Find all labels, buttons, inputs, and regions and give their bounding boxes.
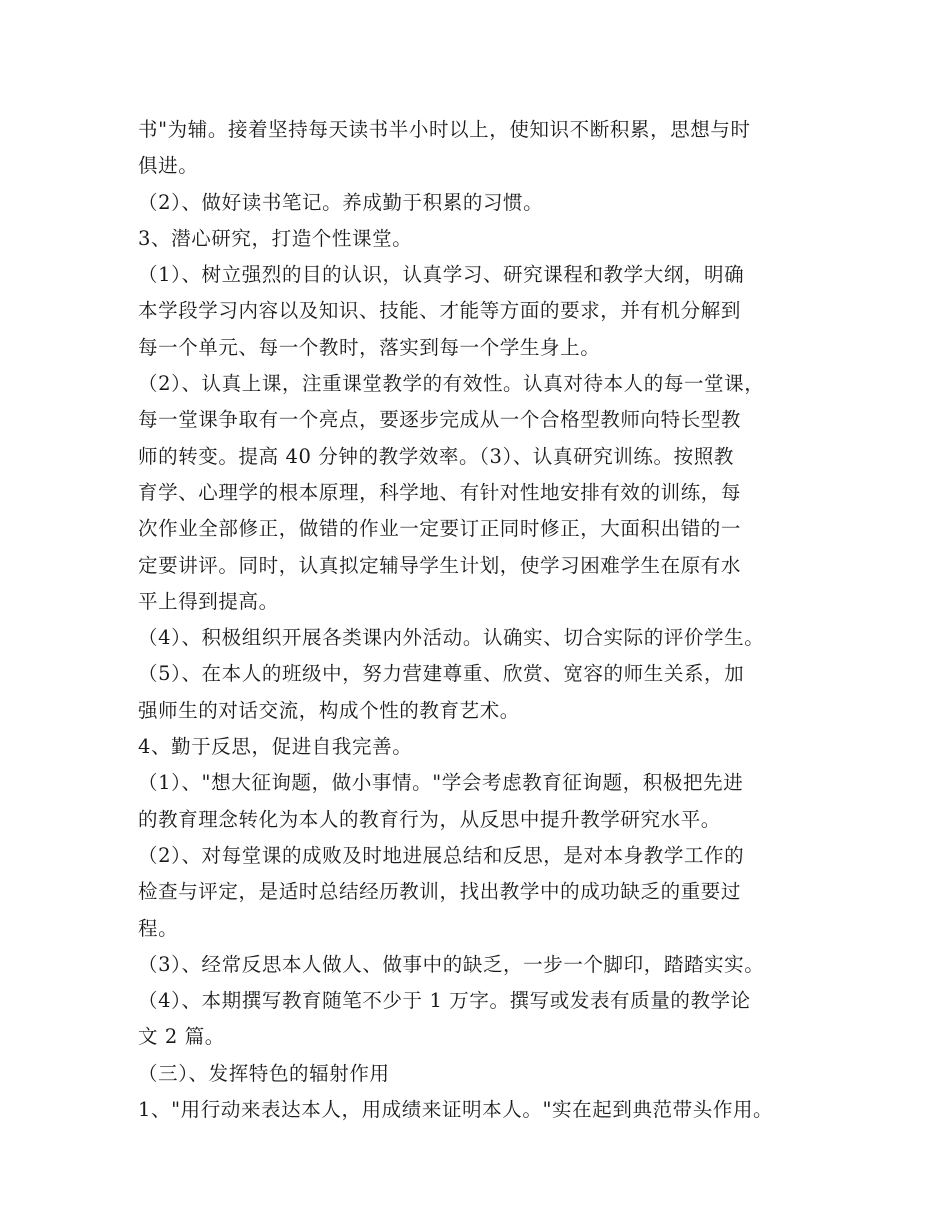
text-line: 的教育理念转化为本人的教育行为，从反思中提升教学研究水平。 bbox=[138, 807, 721, 831]
text-line: （5）、在本人的班级中，努力营建尊重、欣赏、宽容的师生关系，加 bbox=[138, 662, 745, 686]
text-line: 1、"用行动来表达本人，用成绩来证明本人。"实在起到典范带头作用。 bbox=[138, 1098, 774, 1122]
text-line: 强师生的对话交流，构成个性的教育艺术。 bbox=[138, 698, 520, 722]
text-line: 师的转变。提高 40 分钟的教学效率。（3）、认真研究训练。按照教 bbox=[138, 444, 734, 468]
text-line: 文 2 篇。 bbox=[138, 1025, 225, 1049]
text-line: 平上得到提高。 bbox=[138, 589, 279, 613]
text-line: （4）、本期撰写教育随笔不少于 1 万字。撰写或发表有质量的教学论 bbox=[138, 989, 751, 1013]
text-line: 本学段学习内容以及知识、技能、才能等方面的要求，并有机分解到 bbox=[138, 299, 742, 323]
text-line: （2）、做好读书笔记。养成勤于积累的习惯。 bbox=[138, 190, 544, 214]
text-line: （2）、认真上课，注重课堂教学的有效性。认真对待本人的每一堂课， bbox=[138, 372, 765, 396]
text-line: （1）、"想大征询题，做小事情。"学会考虑教育征询题，积极把先进 bbox=[138, 771, 744, 795]
text-line: 书"为辅。接着坚持每天读书半小时以上，使知识不断积累，思想与时 bbox=[138, 118, 751, 141]
text-line: 俱进。 bbox=[138, 154, 199, 178]
section-heading: 3、潜心研究，打造个性课堂。 bbox=[138, 226, 413, 250]
text-line: （4）、积极组织开展各类课内外活动。认确实、切合实际的评价学生。 bbox=[138, 626, 765, 650]
text-line: 次作业全部修正，做错的作业一定要订正同时修正，大面积出错的一 bbox=[138, 517, 742, 541]
text-line: 程。 bbox=[138, 916, 179, 940]
text-line: （2）、对每堂课的成败及时地进展总结和反思，是对本身教学工作的 bbox=[138, 843, 745, 867]
text-line: 育学、心理学的根本原理，科学地、有针对性地安排有效的训练，每 bbox=[138, 480, 742, 504]
text-line: 每一个单元、每一个教时，落实到每一个学生身上。 bbox=[138, 335, 601, 359]
document-body bbox=[138, 112, 818, 1128]
section-heading: 4、勤于反思，促进自我完善。 bbox=[138, 735, 413, 759]
section-heading: （三）、发挥特色的辐射作用 bbox=[138, 1061, 390, 1085]
text-line: （1）、树立强烈的目的认识，认真学习、研究课程和教学大纲，明确 bbox=[138, 263, 745, 287]
text-line: 检查与评定，是适时总结经历教训，找出教学中的成功缺乏的重要过 bbox=[138, 880, 742, 904]
text-line: （3）、经常反思本人做人、做事中的缺乏，一步一个脚印，踏踏实实。 bbox=[138, 952, 765, 976]
text-line: 定要讲评。同时，认真拟定辅导学生计划，使学习困难学生在原有水 bbox=[138, 553, 742, 577]
text-line: 每一堂课争取有一个亮点，要逐步完成从一个合格型教师向特长型教 bbox=[138, 408, 742, 432]
